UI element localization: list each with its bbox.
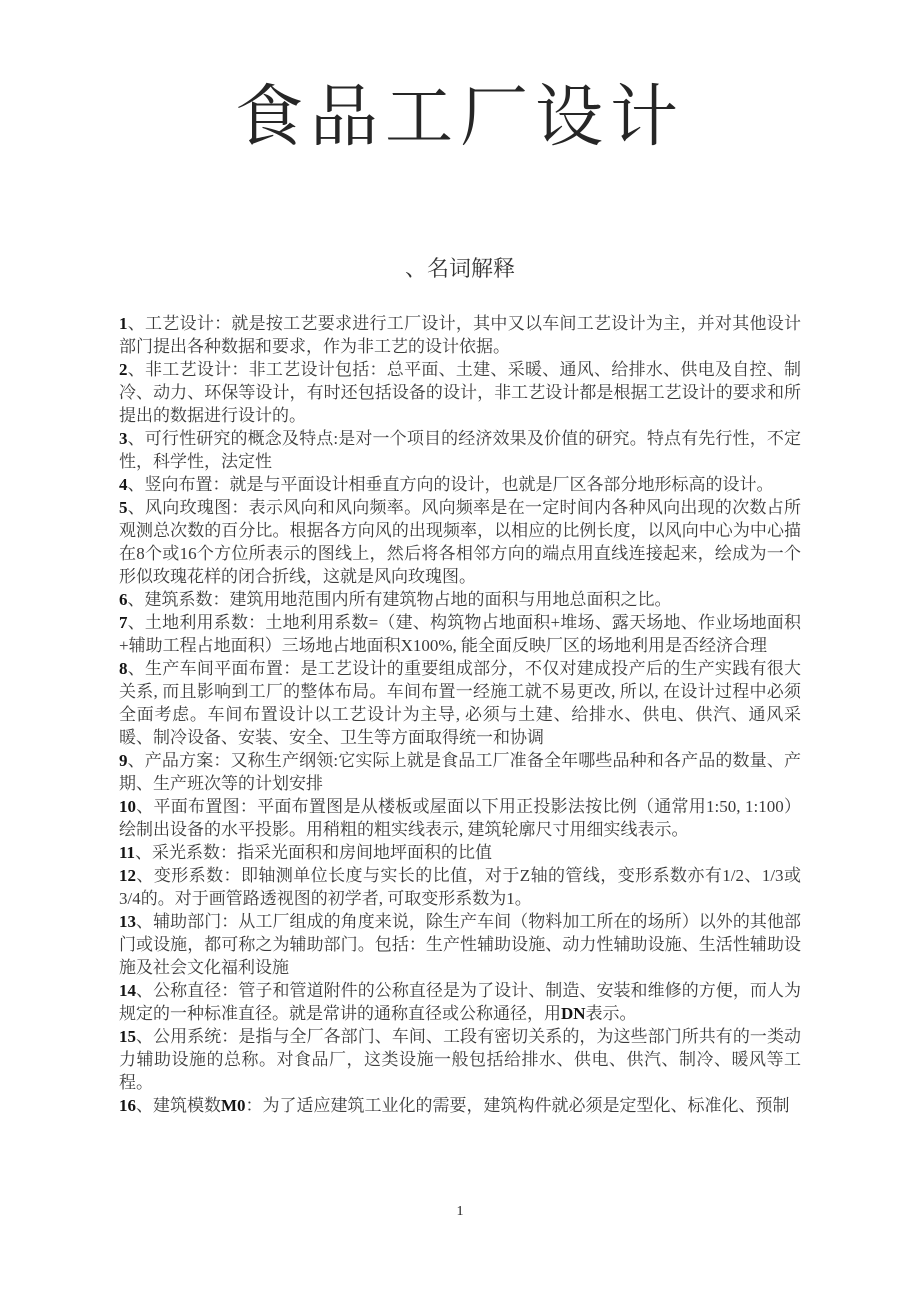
document-title: 食品工厂设计 (234, 79, 685, 155)
term-item-2: 2、非工艺设计：非工艺设计包括：总平面、土建、采暖、通风、给排水、供电及自控、制冷、动力、环保等设计，有时还包括设备的设计，非工艺设计都是根据工艺设计的要求和所提出的数据进行设计的。 (119, 360, 801, 426)
term-item-9: 9、产品方案：又称生产纲领:它实际上就是食品工厂准备全年哪些品种和各产品的数量、产期、生产班次等的计划安排 (119, 751, 801, 794)
term-item-10: 10、平面布置图：平面布置图是从楼板或屋面以下用正投影法按比例（通常用1:50, 1:100）绘制出设备的水平投影。用稍粗的粗实线表示, 建筑轮廓尺寸用细实线表示。 (119, 797, 801, 840)
term-item-13: 13、辅助部门：从工厂组成的角度来说，除生产车间（物料加工所在的场所）以外的其他部门或设施，都可称之为辅助部门。包括：生产性辅助设施、动力性辅助设施、生活性辅助设施及社会文化福利设施 (119, 912, 801, 978)
page-number: 1 (456, 1204, 464, 1219)
term-item-14: 14、公称直径：管子和管道附件的公称直径是为了设计、制造、安装和维修的方便，而人为规定的一种标准直径。就是常讲的通称直径或公称通径，用DN表示。 (119, 981, 801, 1024)
term-item-4: 4、竖向布置：就是与平面设计相垂直方向的设计，也就是厂区各部分地形标高的设计。 (119, 475, 774, 495)
term-item-6: 6、建筑系数：建筑用地范围内所有建筑物占地的面积与用地总面积之比。 (119, 590, 672, 610)
term-item-8: 8、生产车间平面布置：是工艺设计的重要组成部分，不仅对建成投产后的生产实践有很大关系, 而且影响到工厂的整体布局。车间布置一经施工就不易更改, 所以, 在设计过程中必须全面考虑。车间布置设计以工艺设计为主导, 必须与土建、给排水、供电、供汽、通风采暖、制冷设备、安装、安全、卫生等方面取得统一和协调 (119, 659, 801, 748)
terms-list (119, 312, 801, 1117)
term-item-1: 1、工艺设计：就是按工艺要求进行工厂设计，其中又以车间工艺设计为主，并对其他设计部门提出各种数据和要求，作为非工艺的设计依据。 (119, 314, 801, 357)
term-item-16: 16、建筑模数M0：为了适应建筑工业化的需要，建筑构件就必须是定型化、标准化、预制 (119, 1096, 790, 1116)
term-item-15: 15、公用系统：是指与全厂各部门、车间、工段有密切关系的，为这些部门所共有的一类动力辅助设施的总称。对食品厂，这类设施一般包括给排水、供电、供汽、制冷、暖风等工程。 (119, 1027, 801, 1093)
term-item-11: 11、采光系数：指采光面积和房间地坪面积的比值 (119, 843, 493, 863)
term-item-3: 3、可行性研究的概念及特点:是对一个项目的经济效果及价值的研究。特点有先行性，不定性，科学性，法定性 (119, 429, 801, 472)
term-item-5: 5、风向玫瑰图：表示风向和风向频率。风向频率是在一定时间内各种风向出现的次数占所观测总次数的百分比。根据各方向风的出现频率，以相应的比例长度，以风向中心为中心描在8个或16个方位所表示的图线上，然后将各相邻方向的端点用直线连接起来，绘成为一个形似玫瑰花样的闭合折线，这就是风向玫瑰图。 (119, 498, 801, 587)
term-item-7: 7、土地利用系数：土地利用系数=（建、构筑物占地面积+堆场、露天场地、作业场地面积+辅助工程占地面积）三场地占地面积X100%, 能全面反映厂区的场地利用是否经济合理 (119, 613, 801, 656)
term-item-12: 12、变形系数：即轴测单位长度与实长的比值，对于Z轴的管线，变形系数亦有1/2、1/3或3/4的。对于画管路透视图的初学者, 可取变形系数为1。 (119, 866, 801, 909)
section-heading: 、名词解释 (404, 256, 515, 282)
